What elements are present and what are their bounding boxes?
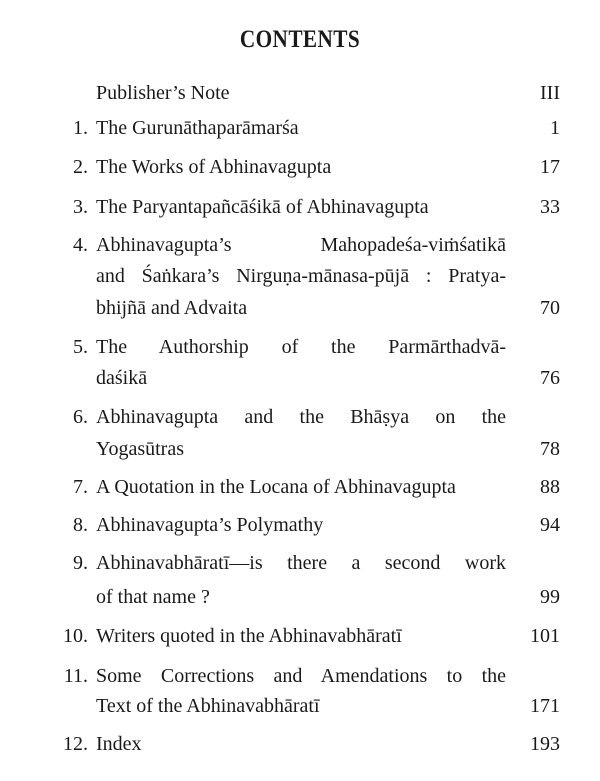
toc-entry — [0, 193, 600, 221]
page-number: 193 — [530, 733, 560, 755]
entry-title: The Authorship of the Parmārthadvā- — [96, 336, 506, 358]
toc-entry-continuation — [0, 364, 600, 392]
toc-entry — [0, 403, 600, 431]
entry-title: The Paryantapañcāśikā of Abhinavagupta — [96, 196, 429, 218]
entry-number: 1. — [73, 117, 88, 139]
toc-entry-continuation — [0, 262, 600, 290]
toc-entry — [0, 473, 600, 501]
entry-number: 12. — [63, 733, 88, 755]
entry-title: daśikā — [96, 367, 148, 389]
entry-title: Publisher’s Note — [96, 82, 230, 104]
page-number: 99 — [540, 586, 560, 608]
entry-title: bhijñā and Advaita — [96, 297, 248, 319]
page-number: 94 — [540, 514, 560, 536]
page-number: 70 — [540, 297, 560, 319]
entry-title: Index — [96, 733, 142, 755]
page-number: 76 — [540, 367, 560, 389]
entry-number: 6. — [73, 406, 88, 428]
contents-title: CONTENTS — [239, 26, 361, 53]
page-number: 17 — [540, 156, 560, 178]
toc-entry — [0, 662, 600, 690]
toc-entry — [0, 622, 600, 650]
entry-number: 7. — [73, 476, 88, 498]
entry-number: 3. — [73, 196, 88, 218]
page-number: 78 — [540, 438, 560, 460]
entry-number: 5. — [73, 336, 88, 358]
page-number: III — [540, 82, 560, 104]
entry-title: Writers quoted in the Abhinavabhāratī — [96, 625, 402, 647]
entry-title: Abhinavagupta and the Bhāṣya on the — [96, 406, 506, 428]
page-number: 33 — [540, 196, 560, 218]
toc-entry-continuation — [0, 435, 600, 463]
page-number: 171 — [530, 695, 560, 717]
entry-number: 2. — [73, 156, 88, 178]
entry-title: The Works of Abhinavagupta — [96, 156, 332, 178]
toc-entry — [0, 79, 600, 107]
toc-entry — [0, 153, 600, 181]
toc-entry-continuation — [0, 294, 600, 322]
entry-title: and Śaṅkara’s Nirguṇa-mānasa-pūjā : Pratya- — [96, 265, 506, 287]
toc-entry — [0, 549, 600, 577]
entry-title: Some Corrections and Amendations to the — [96, 665, 506, 687]
entry-title: A Quotation in the Locana of Abhinavagupta — [96, 476, 456, 498]
toc-entry — [0, 511, 600, 539]
entry-title: Text of the Abhinavabhāratī — [96, 695, 320, 717]
toc-entry — [0, 231, 600, 259]
entry-title: Abhinavagupta’s Mahopadeśa-viṁśatikā — [96, 234, 506, 256]
toc-entry — [0, 333, 600, 361]
toc-entry-continuation — [0, 583, 600, 611]
entry-number: 10. — [63, 625, 88, 647]
toc-entry — [0, 730, 600, 758]
toc-entry — [0, 114, 600, 142]
entry-title: Abhinavabhāratī—is there a second work — [96, 552, 506, 574]
toc-entry-continuation — [0, 692, 600, 720]
entry-number: 11. — [63, 665, 88, 687]
entry-title: Abhinavagupta’s Polymathy — [96, 514, 324, 536]
entry-number: 4. — [73, 234, 88, 256]
entry-title: The Gurunāthaparāmarśa — [96, 117, 299, 139]
entry-title: Yogasūtras — [96, 438, 184, 460]
entry-title: of that name ? — [96, 586, 210, 608]
page-number: 1 — [550, 117, 560, 139]
entry-number: 9. — [73, 552, 88, 574]
page-number: 88 — [540, 476, 560, 498]
page-number: 101 — [530, 625, 560, 647]
entry-number: 8. — [73, 514, 88, 536]
